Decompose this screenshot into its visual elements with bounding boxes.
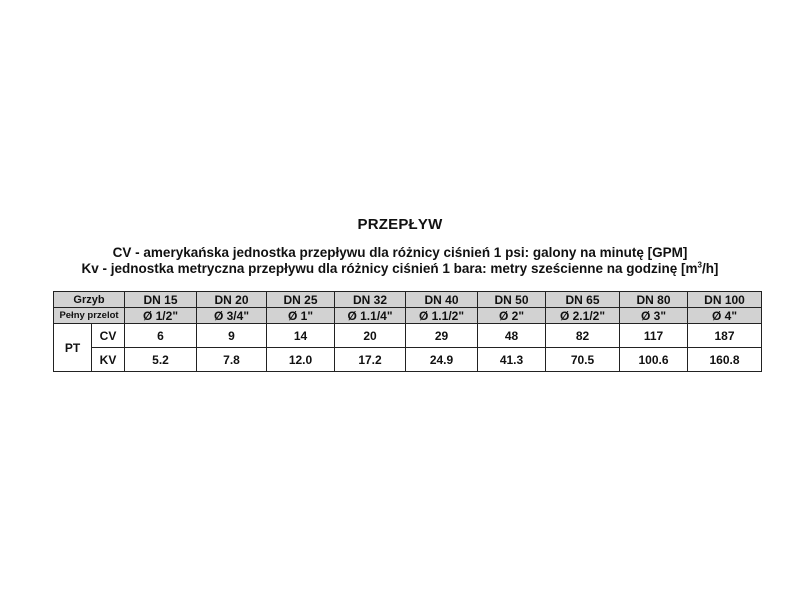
table-cell: 41.3 bbox=[478, 348, 546, 372]
table-cell: 20 bbox=[335, 324, 406, 348]
header-dn-cell: DN 50 bbox=[478, 292, 546, 308]
header-dn-cell: DN 25 bbox=[267, 292, 335, 308]
table-cell: 24.9 bbox=[406, 348, 478, 372]
kv-definition-text: Kv - jednostka metryczna przepływu dla różnicy ciśnień 1 bara: metry sześcienne na godzinę [m bbox=[81, 261, 698, 276]
header-dn-cell: DN 40 bbox=[406, 292, 478, 308]
kv-definition-superscript: 3 bbox=[697, 260, 702, 270]
header-size-cell: Ø 1.1/2" bbox=[406, 308, 478, 324]
table-cell: 9 bbox=[197, 324, 267, 348]
header-size-cell: Ø 3/4" bbox=[197, 308, 267, 324]
table-cell: 100.6 bbox=[620, 348, 688, 372]
header-dn-cell: DN 15 bbox=[125, 292, 197, 308]
kv-definition-unit-end: /h] bbox=[701, 261, 719, 276]
header-label-pelny-przelot: Pełny przelot bbox=[54, 308, 125, 324]
header-dn-cell: DN 100 bbox=[688, 292, 762, 308]
kv-definition bbox=[0, 261, 800, 276]
table-cell: 12.0 bbox=[267, 348, 335, 372]
flow-table bbox=[53, 291, 762, 372]
table-cell: 187 bbox=[688, 324, 762, 348]
table-cell: 6 bbox=[125, 324, 197, 348]
table-cell: 82 bbox=[546, 324, 620, 348]
header-size-cell: Ø 4" bbox=[688, 308, 762, 324]
table-cell: 7.8 bbox=[197, 348, 267, 372]
table-cell: 70.5 bbox=[546, 348, 620, 372]
table-row-cv bbox=[54, 324, 762, 348]
row-label-cv: CV bbox=[92, 324, 125, 348]
table-cell: 29 bbox=[406, 324, 478, 348]
table-cell: 14 bbox=[267, 324, 335, 348]
table-cell: 5.2 bbox=[125, 348, 197, 372]
table-cell: 117 bbox=[620, 324, 688, 348]
header-size-cell: Ø 2.1/2" bbox=[546, 308, 620, 324]
header-row-dn bbox=[54, 292, 762, 308]
header-dn-cell: DN 20 bbox=[197, 292, 267, 308]
header-size-cell: Ø 1" bbox=[267, 308, 335, 324]
group-label-pt: PT bbox=[54, 324, 92, 372]
cv-definition: CV - amerykańska jednostka przepływu dla różnicy ciśnień 1 psi: galony na minutę [GPM] bbox=[112, 245, 688, 260]
table-cell: 48 bbox=[478, 324, 546, 348]
header-size-cell: Ø 1/2" bbox=[125, 308, 197, 324]
header-row-size bbox=[54, 308, 762, 324]
page-title: PRZEPŁYW bbox=[357, 216, 443, 233]
table-cell: 17.2 bbox=[335, 348, 406, 372]
header-size-cell: Ø 2" bbox=[478, 308, 546, 324]
header-size-cell: Ø 1.1/4" bbox=[335, 308, 406, 324]
table-row-kv bbox=[54, 348, 762, 372]
header-dn-cell: DN 80 bbox=[620, 292, 688, 308]
header-dn-cell: DN 32 bbox=[335, 292, 406, 308]
table-cell: 160.8 bbox=[688, 348, 762, 372]
header-label-grzyb: Grzyb bbox=[54, 292, 125, 308]
header-size-cell: Ø 3" bbox=[620, 308, 688, 324]
row-label-kv: KV bbox=[92, 348, 125, 372]
header-dn-cell: DN 65 bbox=[546, 292, 620, 308]
